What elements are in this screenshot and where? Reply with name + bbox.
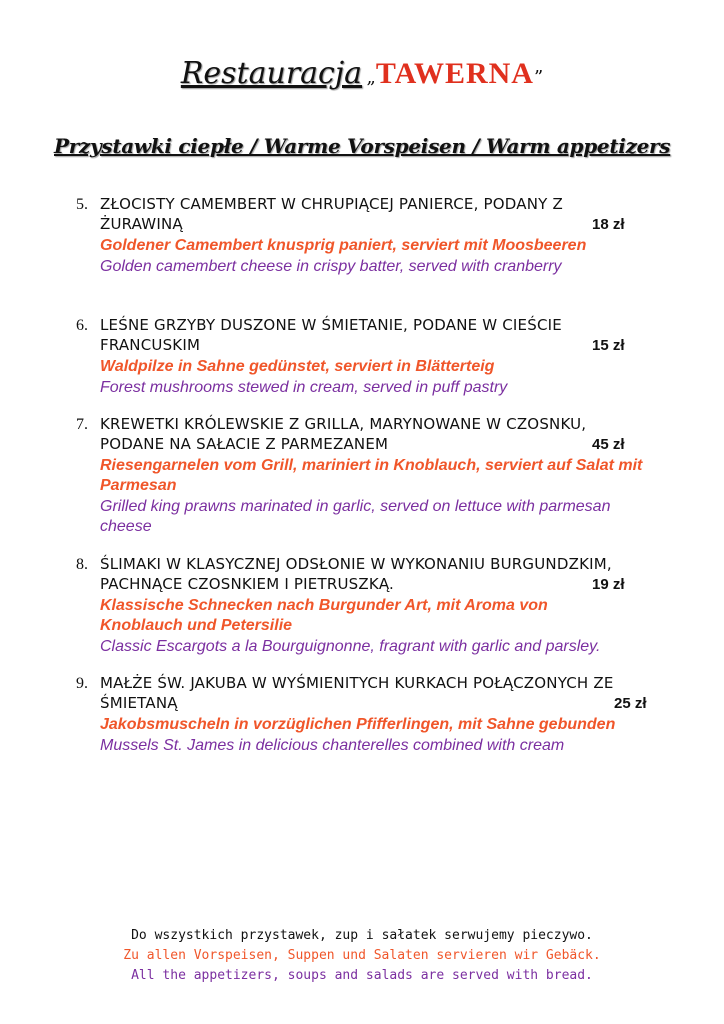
menu-item: [76, 414, 676, 537]
item-name-german: Jakobsmuscheln in vorzüglichen Pfifferlingen, mit Sahne gebunden: [100, 716, 616, 733]
item-price: 15 zł: [592, 337, 625, 354]
section-heading: Przystawki ciepłe / Warme Vorspeisen / Warm appetizers: [54, 134, 671, 158]
menu-item: [76, 673, 676, 756]
item-name-german: Riesengarnelen vom Grill, mariniert in Knoblauch, serviert auf Salat mit Parmesan: [100, 457, 643, 494]
item-name-polish: ZŁOCISTY CAMEMBERT W CHRUPIĄCEJ PANIERCE, PODANY Z ŻURAWINĄ: [100, 195, 563, 233]
item-name-english: Grilled king prawns marinated in garlic, served on lettuce with parmesan cheese: [100, 498, 611, 535]
item-price: 25 zł: [614, 695, 647, 712]
title-quote-close: ”: [533, 67, 544, 88]
bread-note-polish: Do wszystkich przystawek, zup i sałatek serwujemy pieczywo.: [131, 928, 593, 943]
item-name-english: Forest mushrooms stewed in cream, served in puff pastry: [100, 379, 508, 396]
item-name-german: Goldener Camembert knusprig paniert, serviert mit Moosbeeren: [100, 237, 587, 254]
item-price: 19 zł: [592, 576, 625, 593]
item-price: 18 zł: [592, 216, 625, 233]
item-name-english: Classic Escargots a la Bourguignonne, fragrant with garlic and parsley.: [100, 638, 601, 655]
bread-note-english: All the appetizers, soups and salads are served with bread.: [131, 968, 593, 983]
bread-note-german: Zu allen Vorspeisen, Suppen und Salaten servieren wir Gebäck.: [123, 948, 601, 963]
item-name-polish: KREWETKI KRÓLEWSKIE Z GRILLA, MARYNOWANE W CZOSNKU, PODANE NA SAŁACIE Z PARMEZANEM: [100, 415, 587, 453]
bread-note: [0, 926, 724, 986]
title-brand-name: TAWERNA: [375, 57, 534, 90]
menu-item: [76, 315, 676, 398]
menu-item: [76, 194, 676, 277]
item-number: 9.: [76, 675, 88, 692]
item-name-german: Klassische Schnecken nach Burgunder Art, mit Aroma von Knoblauch und Petersilie: [100, 597, 548, 634]
item-number: 8.: [76, 556, 88, 573]
item-name-polish: LEŚNE GRZYBY DUSZONE W ŚMIETANIE, PODANE W CIEŚCIE FRANCUSKIM: [100, 316, 562, 354]
menu-item: [76, 554, 676, 657]
item-number: 7.: [76, 416, 88, 433]
item-number: 5.: [76, 196, 88, 213]
page-title: [0, 56, 724, 91]
item-name-polish: MAŁŻE ŚW. JAKUBA W WYŚMIENITYCH KURKACH POŁĄCZONYCH ZE ŚMIETANĄ: [100, 674, 614, 712]
item-number: 6.: [76, 317, 88, 334]
item-name-english: Golden camembert cheese in crispy batter, served with cranberry: [100, 258, 562, 275]
item-price: 45 zł: [592, 436, 625, 453]
item-name-english: Mussels St. James in delicious chanterelles combined with cream: [100, 737, 565, 754]
item-name-german: Waldpilze in Sahne gedünstet, serviert in Blätterteig: [100, 358, 495, 375]
title-quote-open: „: [366, 67, 376, 88]
item-name-polish: ŚLIMAKI W KLASYCZNEJ ODSŁONIE W WYKONANIU BURGUNDZKIM, PACHNĄCE CZOSNKIEM I PIETRUSZKĄ.: [100, 555, 612, 593]
title-restaurant-word: Restauracja: [180, 56, 363, 91]
